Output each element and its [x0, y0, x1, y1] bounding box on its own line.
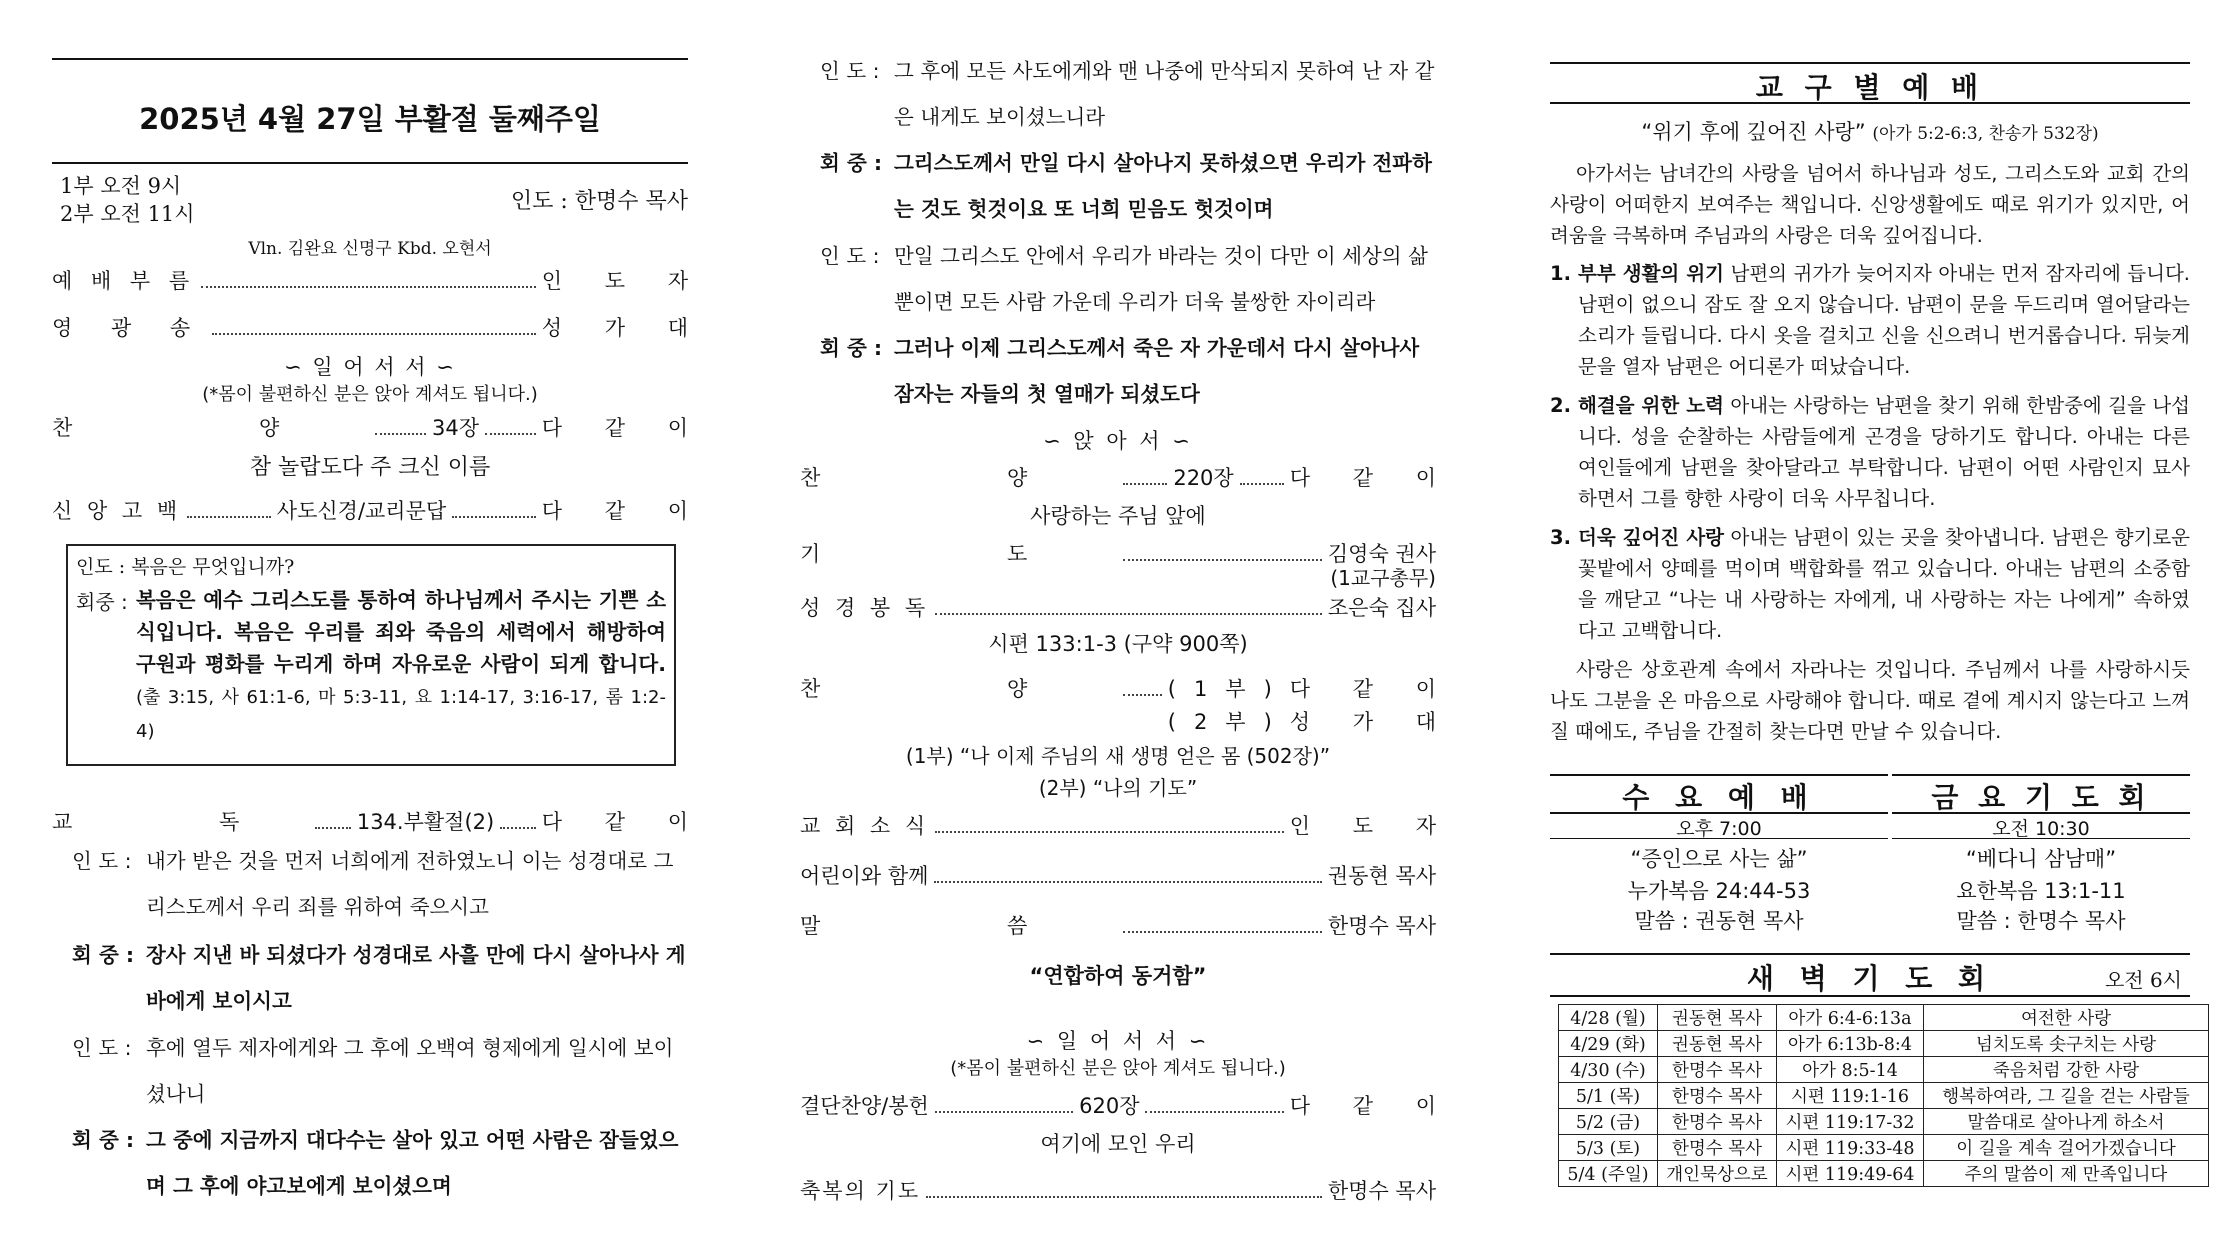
offering-song-title: 여기에 모인 우리 — [1040, 1132, 1196, 1156]
fri-time-rule — [1892, 838, 2190, 839]
catechism-box — [66, 544, 676, 766]
responsive-reading-3: 인 도 : 후에 열두 제자에게와 그 후에 오백여 형제에게 일시에 보이셨나니 — [72, 1036, 674, 1106]
parish-point-3: 3. 더욱 깊어진 사랑 아내는 남편이 있는 곳을 찾아냅니다. 남편은 향기로운 꽃밭에서 양떼를 먹이며 백합화를 꺾고 있습니다. 아내는 남편의 소중함을 깨닫고 “나는 내 사랑하는 자에게, 내 사랑하는 자는 나에게” 속하였다고 고백합니다. — [1550, 526, 2191, 642]
top-rule — [52, 58, 688, 60]
parish-top-rule — [1550, 62, 2190, 64]
order-row-call: 예 배 부 름 인 도 자 — [52, 269, 706, 293]
responsive-reading-2: 회 중 : 장사 지낸 바 되셨다가 성경대로 사흘 만에 다시 살아나사 게바에게 보이시고 — [72, 943, 686, 1013]
dawn-mid-rule — [1550, 995, 2190, 997]
order-row-prayer: 기 도 김영숙 권사 — [800, 542, 1436, 566]
catechism-answer: 복음은 예수 그리스도를 통하여 하나님께서 주시는 기쁜 소식입니다. 복음은 우리를 죄와 죽음의 세력에서 해방하여 구원과 평화를 누리게 하며 자유로운 사람이 되게 합니다. (출 3:15, 사 61:1-6, 마 5:3-11, 요 1:14-17, 3:16-17, 롬 1:2-4) — [136, 588, 666, 742]
dawn-speaker: 권동현 목사 — [1658, 1005, 1777, 1031]
dawn-title: 여전한 사랑 — [1924, 1005, 2209, 1031]
dawn-passage: 아가 6:13b-8:4 — [1777, 1031, 1924, 1057]
dawn-schedule-row — [1559, 1109, 2209, 1135]
service-time-2: 2부 오전 11시 — [60, 202, 195, 226]
responsive-reading-5: 인 도 : 그 후에 모든 사도에게와 맨 나중에 만삭되지 못하여 난 자 같은 내게도 보이셨느니라 — [820, 59, 1435, 129]
dawn-title: 말씀대로 살아나게 하소서 — [1924, 1109, 2209, 1135]
service-time-1: 1부 오전 9시 — [60, 174, 182, 198]
dawn-passage: 아가 8:5-14 — [1777, 1057, 1924, 1083]
wednesday-time: 오후 7:00 — [1676, 818, 1762, 840]
wednesday-reference: 누가복음 24:44-53 — [1627, 879, 1811, 903]
dawn-date: 4/28 (월) — [1559, 1005, 1658, 1031]
wed-time-rule — [1550, 838, 1888, 839]
dawn-speaker: 한명수 목사 — [1658, 1083, 1777, 1109]
friday-prayer-header: 금 요 기 도 회 — [1931, 781, 2151, 814]
dawn-schedule-table — [1558, 1004, 2209, 1187]
order-row-reading: 교 독 134.부활절(2) 다 같 이 — [52, 810, 706, 834]
wednesday-service-header: 수 요 예 배 — [1622, 781, 1816, 814]
dawn-schedule-row — [1559, 1005, 2209, 1031]
prayer-role: (1교구총무) — [1330, 566, 1436, 590]
dawn-title: 주의 말씀이 제 만족입니다 — [1924, 1161, 2209, 1187]
dawn-schedule-row — [1559, 1057, 2209, 1083]
responsive-reading-1: 인 도 : 내가 받은 것을 먼저 너희에게 전하였노니 이는 성경대로 그리스도께서 우리 죄를 위하여 죽으시고 — [72, 849, 674, 919]
order-row-kids: 어린이와 함께 권동현 목사 — [800, 864, 1436, 888]
stand-up-note-2: ∽ 일 어 서 서 ∽ — [1026, 1029, 1210, 1053]
parish-outro: 사랑은 상호관계 속에서 자라나는 것입니다. 주님께서 나를 사랑하시듯 나도 그분을 온 마음으로 사랑해야 합니다. 때로 곁에 계시지 않는다고 느껴질 때에도, 주님을 간절히 찾는다면 만날 수 있습니다. — [1550, 658, 2190, 743]
dawn-prayer-header: 새 벽 기 도 회 — [1746, 962, 1994, 995]
friday-title: “베다니 삼남매” — [1965, 847, 2117, 871]
dawn-speaker: 한명수 목사 — [1658, 1109, 1777, 1135]
page-title: 2025년 4월 27일 부활절 둘째주일 — [139, 102, 601, 136]
title-rule — [52, 162, 688, 164]
dawn-speaker: 한명수 목사 — [1658, 1057, 1777, 1083]
dawn-title: 이 길을 계속 걸어가겠습니다 — [1924, 1135, 2209, 1161]
dawn-date: 5/1 (목) — [1559, 1083, 1658, 1109]
dawn-schedule-row — [1559, 1161, 2209, 1187]
dawn-speaker: 한명수 목사 — [1658, 1135, 1777, 1161]
scripture-reference: 시편 133:1-3 (구약 900쪽) — [988, 632, 1248, 656]
catechism-answer-tag: 회중 : — [76, 590, 128, 614]
order-row-choir: 찬 양 (1부)다 같 이 — [800, 677, 1454, 701]
sit-down-note: ∽ 앉 아 서 ∽ — [1043, 429, 1193, 453]
order-row-hymn-2: 찬 양 220장 다 같 이 — [800, 466, 1454, 490]
wednesday-speaker: 말씀 : 권동현 목사 — [1634, 909, 1804, 933]
parish-worship-header: 교 구 별 예 배 — [1755, 71, 1985, 104]
responsive-reading-7: 인 도 : 만일 그리스도 안에서 우리가 바라는 것이 다만 이 세상의 삶뿐이면 모든 사람 가운데 우리가 더욱 불쌍한 자이리라 — [820, 244, 1428, 314]
dawn-schedule-row — [1559, 1083, 2209, 1109]
catechism-question: 인도 : 복음은 무엇입니까? — [76, 556, 295, 578]
responsive-reading-4: 회 중 : 그 중에 지금까지 대다수는 살아 있고 어떤 사람은 잠들었으며 그 후에 야고보에게 보이셨으며 — [72, 1128, 679, 1198]
choir-song-1: (1부) “나 이제 주님의 새 생명 얻은 몸 (502장)” — [905, 744, 1331, 768]
friday-speaker: 말씀 : 한명수 목사 — [1956, 909, 2126, 933]
choir-song-2: (2부) “나의 기도” — [1038, 776, 1198, 800]
wednesday-title: “증인으로 사는 삶” — [1630, 847, 1808, 871]
hymn-title-2: 사랑하는 주님 앞에 — [1030, 504, 1206, 528]
musicians: Vln. 김완요 신명구 Kbd. 오현서 — [248, 239, 492, 259]
parish-bottom-rule — [1550, 102, 2190, 104]
hymn-title: 참 놀랍도다 주 크신 이름 — [249, 455, 491, 480]
dawn-date: 5/4 (주일) — [1559, 1161, 1658, 1187]
friday-reference: 요한복음 13:1-11 — [1956, 879, 2126, 903]
dawn-speaker: 권동현 목사 — [1658, 1031, 1777, 1057]
order-row-hymn: 찬 양 34장 다 같 이 — [52, 416, 707, 440]
order-row-creed: 신 앙 고 백 사도신경/교리문답 다 같 이 — [52, 499, 707, 523]
dawn-schedule-row — [1559, 1031, 2209, 1057]
dawn-date: 4/30 (수) — [1559, 1057, 1658, 1083]
dawn-passage: 시편 119:1-16 — [1777, 1083, 1924, 1109]
parish-title: “위기 후에 깊어진 사랑” (아가 5:2-6:3, 찬송가 532장) — [1641, 120, 2099, 144]
dawn-speaker: 개인묵상으로 — [1658, 1161, 1777, 1187]
worship-leader: 인도 : 한명수 목사 — [510, 189, 688, 214]
choir-2nd-service: (2부)성 가 대 — [1167, 710, 1454, 734]
dawn-top-rule — [1550, 953, 2190, 955]
dawn-passage: 시편 119:17-32 — [1777, 1109, 1924, 1135]
dawn-title: 행복하여라, 그 길을 걷는 사람들 — [1924, 1083, 2209, 1109]
order-row-offering: 결단찬양/봉헌 620장 다 같 이 — [800, 1094, 1455, 1118]
order-row-news: 교 회 소 식 인 도 자 — [800, 814, 1454, 838]
stand-note-detail: (*몸이 불편하신 분은 앉아 계셔도 됩니다.) — [202, 384, 538, 405]
responsive-reading-8: 회 중 : 그러나 이제 그리스도께서 죽은 자 가운데서 다시 살아나사 잠자는 자들의 첫 열매가 되셨도다 — [820, 336, 1420, 406]
order-row-sermon: 말 씀 한명수 목사 — [800, 914, 1436, 938]
dawn-passage: 아가 6:4-6:13a — [1777, 1005, 1924, 1031]
dawn-schedule-row — [1559, 1135, 2209, 1161]
dawn-prayer-time: 오전 6시 — [2104, 968, 2182, 992]
order-row-scripture: 성 경 봉 독 조은숙 집사 — [800, 596, 1436, 620]
dawn-date: 4/29 (화) — [1559, 1031, 1658, 1057]
dawn-passage: 시편 119:33-48 — [1777, 1135, 1924, 1161]
dawn-date: 5/2 (금) — [1559, 1109, 1658, 1135]
parish-point-2: 2. 해결을 위한 노력 아내는 사랑하는 남편을 찾기 위해 한밤중에 길을 나섭니다. 성을 순찰하는 사람들에게 곤경을 당하기도 합니다. 아내는 다른 여인들에게 남편을 찾아달라고 부탁합니다. 남편이 어떤 사람인지 묘사하면서 그를 향한 사랑이 더욱 사무칩니다. — [1550, 394, 2191, 510]
sermon-title: “연합하여 동거함” — [1029, 964, 1207, 988]
order-row-benediction: 축복의 기도 한명수 목사 — [800, 1179, 1436, 1203]
parish-intro: 아가서는 남녀간의 사랑을 넘어서 하나님과 성도, 그리스도와 교회 간의 사랑이 어떠한지 보여주는 책입니다. 신앙생활에도 때로 위기가 있지만, 어려움을 극복하며 주님과의 사랑은 더욱 깊어집니다. — [1550, 162, 2190, 247]
responsive-reading-6: 회 중 : 그리스도께서 만일 다시 살아나지 못하셨으면 우리가 전파하는 것도 헛것이요 또 너희 믿음도 헛것이며 — [820, 151, 1432, 221]
dawn-date: 5/3 (토) — [1559, 1135, 1658, 1161]
parish-point-1: 1. 부부 생활의 위기 남편의 귀가가 늦어지자 아내는 먼저 잠자리에 듭니다. 남편이 없으니 잠도 잘 오지 않습니다. 남편이 문을 두드리며 열어달라는 소리가 들립니다. 다시 옷을 걸치고 신을 신으려니 번거롭습니다. 뒤늦게 문을 열자 남편은 어디론가 떠났습니다. — [1550, 262, 2191, 378]
stand-note-detail-2: (*몸이 불편하신 분은 앉아 계셔도 됩니다.) — [950, 1058, 1286, 1079]
friday-time: 오전 10:30 — [1992, 818, 2090, 840]
dawn-title: 죽음처럼 강한 사랑 — [1924, 1057, 2209, 1083]
order-row-gloria: 영 광 송 성 가 대 — [52, 316, 706, 340]
dawn-passage: 시편 119:49-64 — [1777, 1161, 1924, 1187]
stand-up-note: ∽ 일 어 서 서 ∽ — [284, 355, 456, 379]
dawn-title: 넘치도록 솟구치는 사랑 — [1924, 1031, 2209, 1057]
